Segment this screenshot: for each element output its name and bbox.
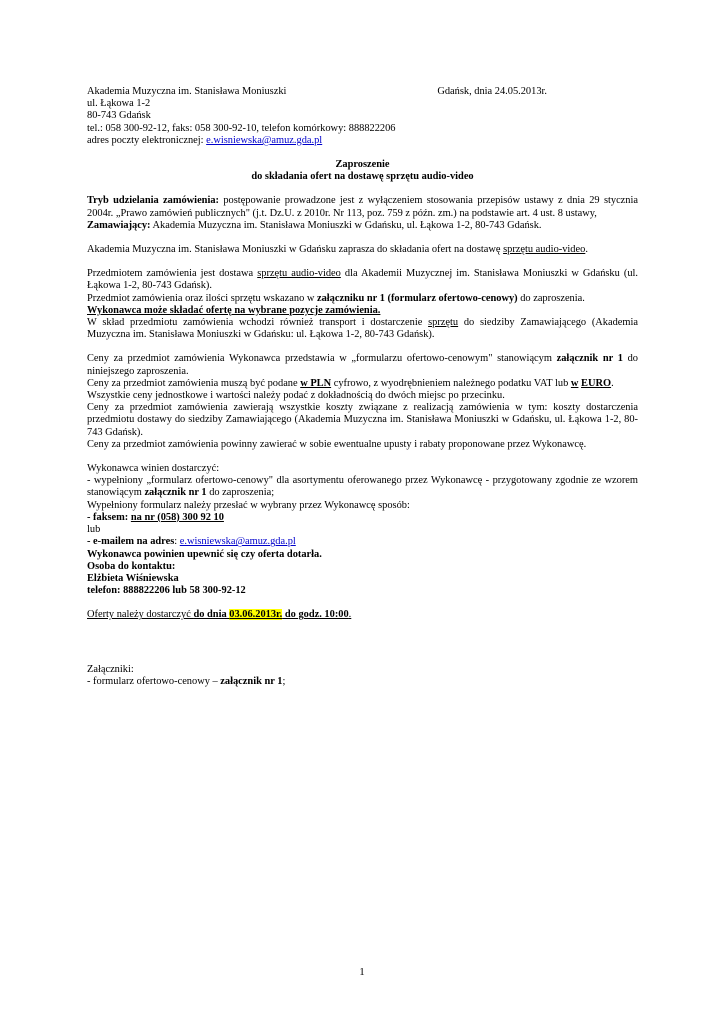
email-label: adres poczty elektronicznej: xyxy=(87,134,207,146)
email-delivery-colon: : xyxy=(174,536,180,548)
invitation-text: Akademia Muzyczna im. Stanisława Moniuszki w Gdańsku zaprasza do składania ofert na dostawę xyxy=(87,244,504,256)
fax-number: na nr (058) 300 92 10 xyxy=(130,511,224,523)
subject-p2-b: do zaproszenia. xyxy=(517,292,585,304)
deliver-form-bold: załącznik nr 1 xyxy=(144,487,207,499)
subject-paragraph-2 xyxy=(87,293,638,305)
subject-p4-a: W skład przedmiotu zamówienia wchodzi również transport i dostarczenie xyxy=(87,317,429,329)
deadline-line xyxy=(87,609,638,621)
currency-pln: w PLN xyxy=(300,377,332,389)
subject-paragraph-3 xyxy=(87,305,638,317)
subject-p4-b: do siedziby Zamawiającego (Akademia Muzyczna im. Stanisława Moniuszki w Gdańsku: ul. Łąkowa 1-2, 80-743 Gdańsk). xyxy=(87,317,638,341)
subject-p2-bold: załączniku nr 1 (formularz ofertowo-cenowy) xyxy=(316,292,518,304)
subject-paragraph-4 xyxy=(87,317,638,341)
prices-p1-bold: załącznik nr 1 xyxy=(556,353,623,365)
email-delivery-line xyxy=(87,536,638,548)
deadline-date: 03.06.2013r. xyxy=(229,609,283,621)
deadline-text-b: do dnia xyxy=(193,609,230,621)
currency-euro: EURO xyxy=(581,377,612,389)
subject-text-a: Przedmiotem zamówienia jest dostawa xyxy=(87,268,258,280)
contact-phone-line xyxy=(87,585,638,597)
buyer-text: Akademia Muzyczna im. Stanisława Moniuszki w Gdańsku, ul. Łąkowa 1-2, 80-743 Gdańsk. xyxy=(150,219,542,231)
prices-p1-a: Ceny za przedmiot zamówienia Wykonawca przedstawia w „formularzu ofertowo-cenowym" stanowiącym xyxy=(87,353,557,365)
prices-paragraph-5: Ceny za przedmiot zamówienia powinny zawierać w sobie ewentualne upusty i rabaty proponowane przez Wykonawcę. xyxy=(87,438,587,450)
prices-p2-b: cyfrowo, z wyodrębnieniem należnego podatku VAT lub xyxy=(331,377,571,389)
attachments-label: Załączniki: xyxy=(87,663,134,675)
prices-p1-b: do niniejszego zaproszenia. xyxy=(87,353,638,377)
subject-underlined: sprzętu audio-video xyxy=(257,268,341,280)
contact-phone: telefon: 888822206 lub 58 300-92-12 xyxy=(87,585,246,597)
title-line-1: Zaproszenie xyxy=(335,159,390,171)
city-address: 80-743 Gdańsk xyxy=(87,110,151,122)
title-line-2: do składania ofert na dostawę sprzętu audio-video xyxy=(251,171,474,183)
confirm-text: Wykonawca powinien upewnić się czy oferta dotarła. xyxy=(87,548,322,560)
partial-offer-note: Wykonawca może składać ofertę na wybrane pozycje zamówienia. xyxy=(87,304,381,316)
subject-p2-a: Przedmiot zamówienia oraz ilości sprzętu wskazano w xyxy=(87,292,317,304)
fax-line xyxy=(87,512,638,524)
letter-header xyxy=(87,86,638,147)
prices-paragraph-4: Ceny za przedmiot zamówienia zawierają wszystkie koszty związane z realizacją zamówienia w tym: koszty dostarczenia przedmiotu dostawy do siedziby Zamawiającego (Akademia Muzyczna im. Stanisława Moniuszki w Gdańsku, ul. Łąkowa 1-2, 80-743 Gdańsk). xyxy=(87,402,638,438)
deliver-form xyxy=(87,475,638,499)
contact-name: Elżbieta Wiśniewska xyxy=(87,572,179,584)
confirm-line xyxy=(87,549,638,561)
deliver-intro: Wykonawca winien dostarczyć: xyxy=(87,463,220,475)
buyer-label: Zamawiający: xyxy=(87,219,151,231)
invitation-underlined: sprzętu audio-video xyxy=(503,244,586,256)
fax-label: - faksem: xyxy=(87,511,131,523)
or-line: lub xyxy=(87,524,101,536)
place-date: Gdańsk, dnia 24.05.2013r. xyxy=(437,86,547,97)
attachment-item-bold: załącznik nr 1 xyxy=(220,675,283,687)
subject-p4-underlined: sprzętu xyxy=(428,317,459,329)
email-delivery-link[interactable]: e.wisniewska@amuz.gda.pl xyxy=(179,536,296,548)
procedure-mode-text: postępowanie prowadzone jest z wyłączeniem stosowania przepisów ustawy z dnia 29 stycznia 2004r. „Prawo zamówień publicznych" (j.t. Dz.U. z 2010r. Nr 113, poz. 759 z późn. zm.) na podstawie art. 4 ust. 8 ustawy, xyxy=(87,195,638,219)
deadline-end: . xyxy=(348,609,352,621)
prices-paragraph-2 xyxy=(87,378,638,390)
deadline-time: do godz. 10:00 xyxy=(282,609,349,621)
attachment-item xyxy=(87,676,638,688)
page-number: 1 xyxy=(359,966,365,978)
subject-paragraph-1 xyxy=(87,268,638,292)
institution-name: Akademia Muzyczna im. Stanisława Moniuszki xyxy=(87,86,287,97)
prices-p2-c: . xyxy=(611,377,614,389)
invitation-end: . xyxy=(585,244,588,256)
procedure-mode-label: Tryb udzielania zamówienia: xyxy=(87,195,219,207)
prices-paragraph-3: Wszystkie ceny jednostkowe i wartości należy podać z dokładnością do dwóch miejsc po przecinku. xyxy=(87,390,505,402)
prices-paragraph-1 xyxy=(87,353,638,377)
subject-text-b: dla Akademii Muzycznej im. Stanisława Moniuszki w Gdańsku (ul. Łąkowa 1-2, 80-743 Gdańsk). xyxy=(87,268,638,292)
procedure-mode xyxy=(87,195,638,219)
document-page xyxy=(87,86,638,688)
attachment-item-b: ; xyxy=(282,675,286,687)
contact-label: Osoba do kontaktu: xyxy=(87,560,176,572)
deliver-form-a: - wypełniony „formularz ofertowo-cenowy" dla asortymentu oferowanego przez Wykonawcę - przygotowany zgodnie ze wzorem stanowiącym xyxy=(87,475,638,499)
attachment-item-a: - formularz ofertowo-cenowy – xyxy=(87,675,221,687)
prices-p2-w: w xyxy=(570,377,579,389)
deliver-form-b: do zaproszenia; xyxy=(206,487,275,499)
contact-label-line xyxy=(87,561,638,573)
phone-numbers: tel.: 058 300-92-12, faks: 058 300-92-10, telefon komórkowy: 888822206 xyxy=(87,122,396,134)
email-link[interactable]: e.wisniewska@amuz.gda.pl xyxy=(206,134,323,146)
invitation-paragraph xyxy=(87,244,638,256)
buyer-line xyxy=(87,220,638,232)
email-line xyxy=(87,135,638,147)
email-delivery-label: - e-mailem na adres xyxy=(87,536,175,548)
deliver-method: Wypełniony formularz należy przesłać w wybrany przez Wykonawcę sposób: xyxy=(87,499,410,511)
contact-name-line xyxy=(87,573,638,585)
prices-p2-a: Ceny za przedmiot zamówienia muszą być podane xyxy=(87,377,301,389)
street-address: ul. Łąkowa 1-2 xyxy=(87,98,151,110)
deadline-text-a: Oferty należy dostarczyć xyxy=(87,609,194,621)
